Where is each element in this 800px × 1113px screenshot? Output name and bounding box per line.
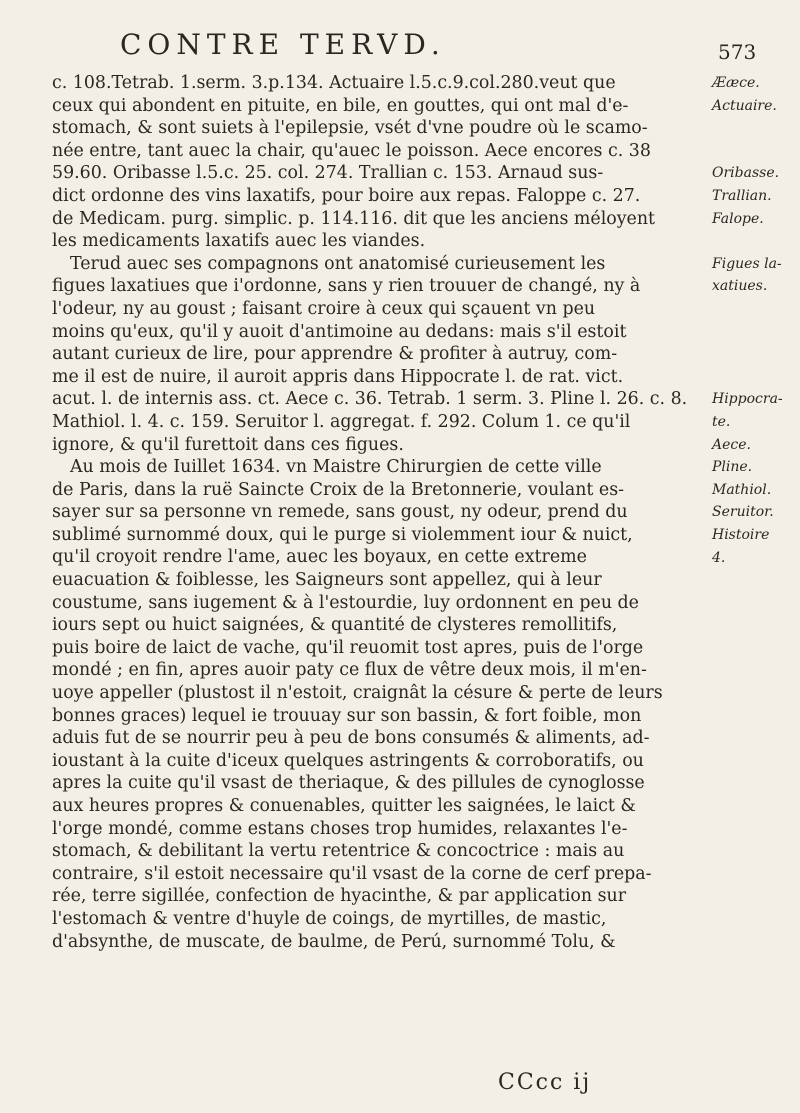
text-line: les medicaments laxatifs auec les viandes. (52, 231, 426, 252)
text-line: sublimé surnommé doux, qui le purge si violemment iour & nuict, (52, 524, 633, 545)
text-line: coustume, sans iugement & à l'estourdie, luy ordonnent en peu de (52, 592, 639, 613)
text-line: apres la cuite qu'il vsast de theriaque, & des pillules de cynoglosse (52, 773, 645, 794)
margin-note: Falope. (712, 210, 764, 227)
text-line: figues laxatiues que i'ordonne, sans y rien trouuer de changé, ny à (52, 276, 641, 297)
text-line: sayer sur sa personne vn remede, sans goust, ny odeur, prend du (52, 502, 628, 523)
text-line: euacuation & foiblesse, les Saignеurs sont appellez, qui à leur (52, 570, 602, 591)
text-line: me il est de nuire, il auroit appris dans Hippocrate l. de rat. vict. (52, 366, 624, 387)
text-line: ioustant à la cuite d'iceux quelques astringents & corroboratifs, ou (52, 750, 644, 771)
text-line: d'absynthe, de muscate, de baulme, de Perú, surnommé Tolu, & (52, 931, 616, 952)
text-line: c. 108.Tetrab. 1.serm. 3.p.134. Actuaire l.5.c.9.col.280.veut que (52, 73, 616, 93)
signature-mark: CCcc ij (498, 1070, 592, 1095)
text-line: mondé ; en fin, apres auoir paty ce flux de vêtre deux mois, il m'en- (52, 660, 647, 681)
text-line: rée, terre sigillée, confection de hyacinthe, & par application sur (52, 886, 627, 907)
margin-note: Actuaire. (712, 97, 777, 114)
text-line: uoye appeller (plustost il n'estoit, craignât la césure & perte de leurs (52, 683, 663, 704)
margin-note: Histoire (712, 527, 770, 543)
text-line: dict ordonne des vins laxatifs, pour boire aux repas. Faloppe c. 27. (52, 185, 641, 206)
margin-note: Seruitor. (712, 504, 774, 521)
text-line: stomach, & debilitant la vertu retentrice & concoctrice : mais au (52, 841, 625, 862)
text-line: aduis fut de se nourrir peu à peu de bons consumés & aliments, ad- (52, 728, 650, 749)
text-line: acut. l. de internis ass. ct. Aece c. 36. Tetrab. 1 serm. 3. Pline l. 26. c. 8. (52, 389, 688, 410)
margin-note: te. (712, 414, 731, 430)
margin-note: Trallian. (712, 188, 772, 204)
text-line: Au mois de Iuillet 1634. vn Maistre Chirurgien de cette ville (70, 457, 602, 478)
margin-note: Ææce. (712, 75, 760, 91)
text-line: iours sept ou huict saignées, & quantité de clysteres remollitifs, (52, 615, 618, 636)
margin-note: Aece. (712, 436, 751, 453)
text-line: Mathiol. l. 4. c. 159. Seruitor l. aggregat. f. 292. Colum 1. ce qu'il (52, 411, 631, 432)
margin-note: Figues la- (712, 255, 782, 272)
text-line: l'odeur, ny au goust ; faisant croire à ceux qui sçauent vn peu (52, 298, 596, 319)
text-line: l'estomach & ventre d'huyle de coings, de myrtilles, de mastic, (52, 908, 607, 929)
text-line: Terud auec ses compagnons ont anatomisé curieusement les (70, 253, 606, 274)
margin-note: Mathiol. (712, 481, 772, 498)
text-line: autant curieux de lire, pour apprendre & profiter à autruy, com- (52, 344, 618, 365)
margin-note: 4. (712, 549, 726, 566)
text-line: 59.60. Oribasse l.5.c. 25. col. 274. Trallian c. 153. Arnaud sus- (52, 163, 604, 184)
margin-note: Hippocra- (712, 391, 783, 408)
text-line: bonnes graces) lequel ie trouuay sur son bassin, & fort foible, mon (52, 705, 642, 726)
margin-note: xatiues. (712, 278, 768, 295)
text-line: l'orge mondé, comme estans choses trop humides, relaxantes l'e- (52, 818, 628, 839)
text-line: de Paris, dans la ruë Saincte Croix de la Bretonnerie, voulant es- (52, 479, 625, 500)
text-line: ignore, & qu'il furettoit dans ces figues. (52, 434, 404, 455)
text-line: ceux qui abondent en pituite, en bile, en gouttes, qui ont mal d'e- (52, 95, 629, 116)
margin-note: Oribasse. (712, 165, 780, 182)
text-line: née entre, tant auec la chair, qu'auec le poisson. Aece encores c. 38 (52, 140, 651, 161)
text-line: de Medicam. purg. simplic. p. 114.116. dit que les anciens méloyent (52, 208, 656, 229)
text-line: puis boire de laict de vache, qu'il reuomit tost apres, puis de l'orge (52, 637, 644, 658)
text-line: aux heures propres & conuenables, quitter les saignées, le laict & (52, 796, 636, 816)
margin-note: Pline. (712, 459, 753, 476)
text-line: stomach, & sont suiets à l'epilepsie, vsét d'vne poudre où le scamo- (52, 118, 648, 139)
page-number: 573 (718, 40, 757, 64)
running-header: CONTRE TERVD. (120, 28, 446, 61)
body-text (52, 72, 704, 953)
text-line: qu'il croyoit rendre l'ame, auec les boyaux, en cette extreme (52, 547, 587, 568)
text-line: contraire, s'il estoit necessaire qu'il vsast de la corne de cerf prepa- (52, 863, 652, 884)
text-line: moins qu'eux, qu'il y auoit d'antimoine au dedans: mais s'il estoit (52, 321, 627, 342)
